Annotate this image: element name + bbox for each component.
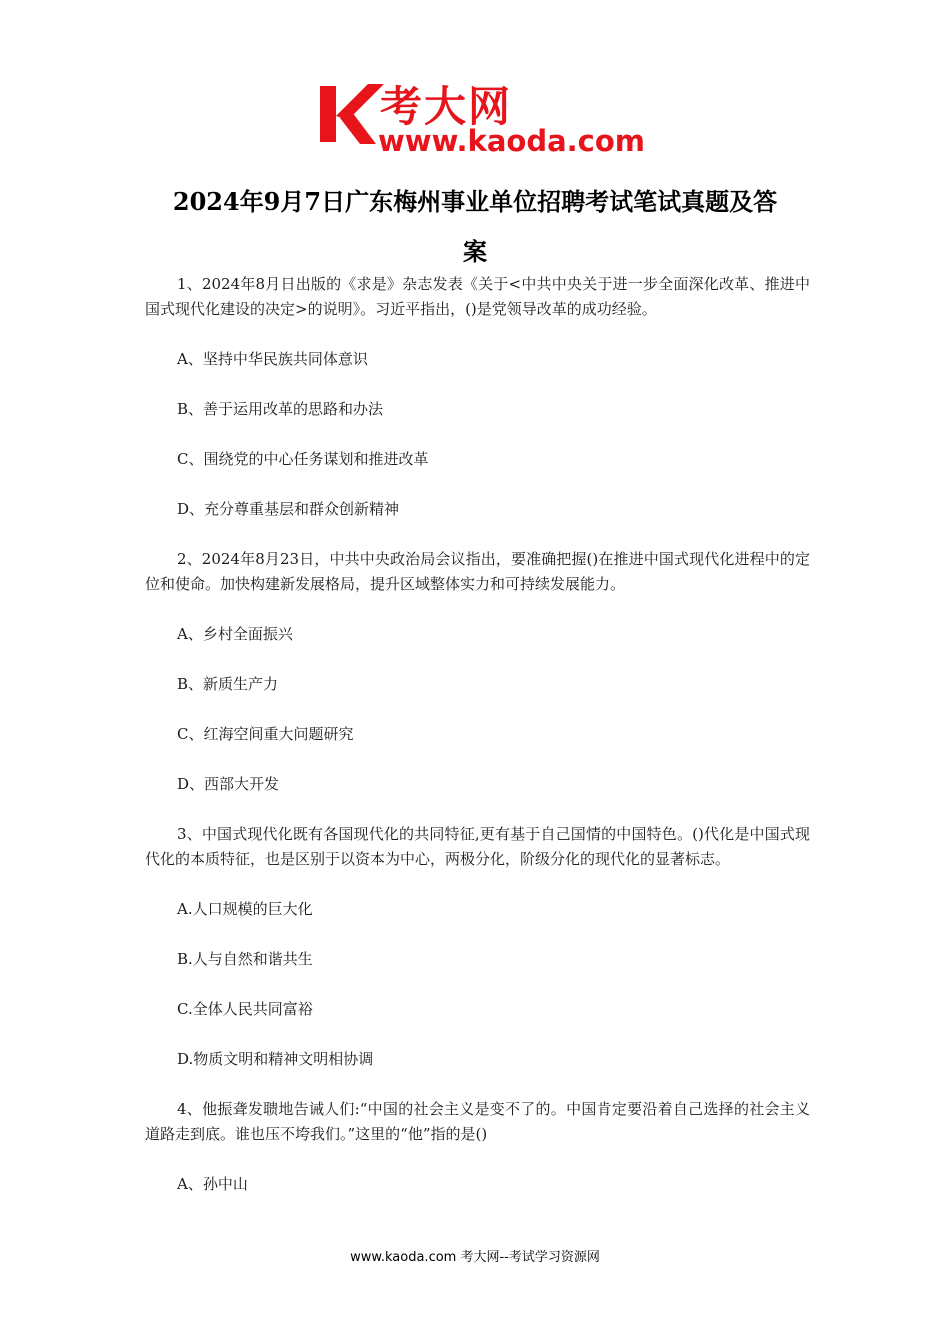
option: A.人口规模的巨大化 [177, 900, 313, 918]
question-stem: 4、他振聋发聩地告诫人们:“中国的社会主义是变不了的。中国肯定要沿着自己选择的社会主义道路走到底。谁也压不垮我们。”这里的“他”指的是() [145, 1100, 810, 1143]
question-stem: 3、中国式现代化既有各国现代化的共同特征,更有基于自己国情的中国特色。()代化是中国式现代化的本质特征，也是区别于以资本为中心，两极分化，阶级分化的现代化的显著标志。 [145, 825, 810, 868]
question-list [145, 272, 810, 1222]
option: D、西部大开发 [177, 775, 280, 793]
option: B、新质生产力 [177, 675, 279, 693]
brand-name: 考大网 [380, 82, 513, 131]
option: D、充分尊重基层和群众创新精神 [177, 500, 400, 518]
site-logo [318, 78, 645, 158]
document-title-line-2: 案 [463, 237, 487, 266]
k-logo-icon [318, 82, 384, 146]
option: B、善于运用改革的思路和办法 [177, 400, 384, 418]
question-stem: 2、2024年8月23日，中共中央政治局会议指出，要准确把握()在推进中国式现代化进程中的定位和使命。加快构建新发展格局，提升区域整体实力和可持续发展能力。 [145, 550, 810, 593]
question-stem: 1、2024年8月日出版的《求是》杂志发表《关于<中共中央关于进一步全面深化改革、推进中国式现代化建设的决定>的说明》。习近平指出，()是党领导改革的成功经验。 [145, 275, 810, 318]
document-title-line-1: 2024年9月7日广东梅州事业单位招聘考试笔试真题及答 [172, 187, 778, 216]
option: C.全体人民共同富裕 [177, 1000, 313, 1018]
option: B.人与自然和谐共生 [177, 950, 313, 968]
brand-url: www.kaoda.com [378, 124, 645, 158]
option: C、红海空间重大问题研究 [177, 725, 354, 743]
option: A、坚持中华民族共同体意识 [177, 350, 368, 368]
page-footer: www.kaoda.com 考大网--考试学习资源网 [350, 1250, 600, 1265]
option: A、乡村全面振兴 [177, 625, 293, 643]
option: D.物质文明和精神文明相协调 [177, 1050, 374, 1068]
option: A、孙中山 [177, 1175, 248, 1193]
option: C、围绕党的中心任务谋划和推进改革 [177, 450, 429, 468]
